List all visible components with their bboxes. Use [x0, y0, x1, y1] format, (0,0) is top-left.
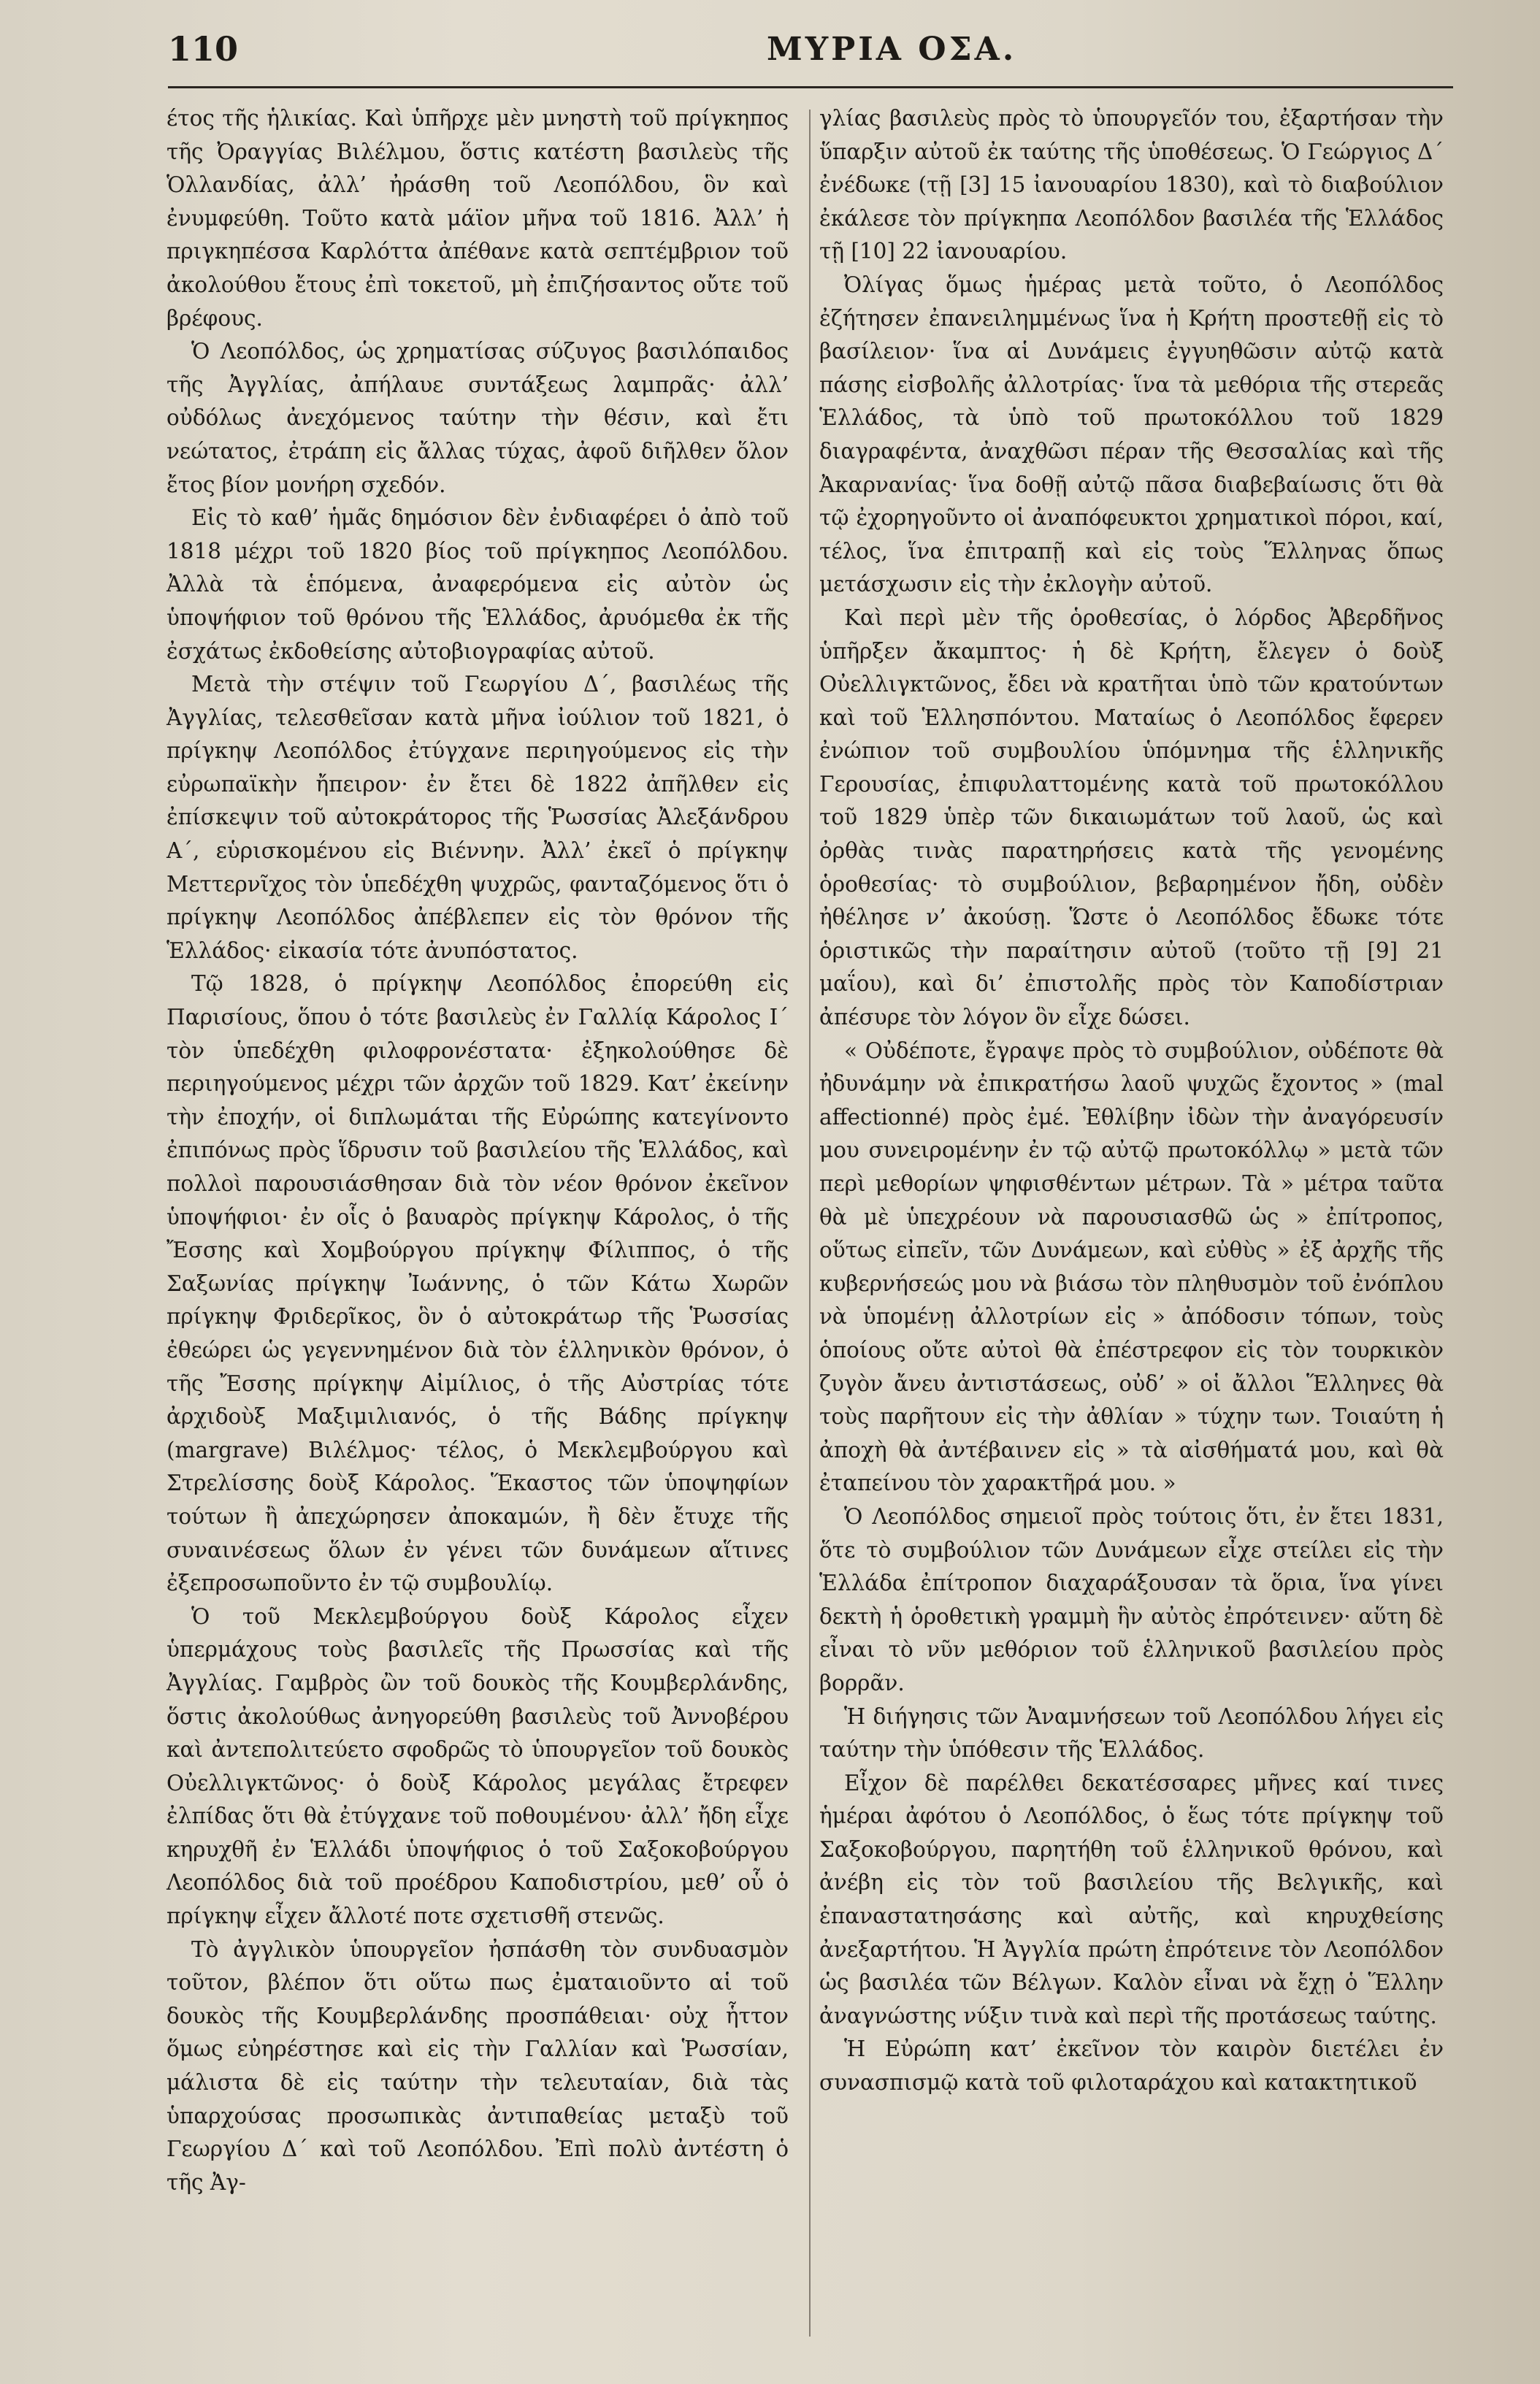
paragraph: Ἡ Εὐρώπη κατ’ ἐκεῖνον τὸν καιρὸν διετέλει ἐν συνασπισμῷ κατὰ τοῦ φιλοταράχου καὶ κατακτητικοῦ: [819, 2036, 1444, 2096]
paragraph: Ὀλίγας ὅμως ἡμέρας μετὰ τοῦτο, ὁ Λεοπόλδος ἐζήτησεν ἐπανειλημμένως ἵνα ἡ Κρήτη προστεθῇ εἰς τὸ βασίλειον· ἵνα αἱ Δυνάμεις ἐγγυηθῶσιν αὐτῷ κατὰ πάσης εἰσβολῆς ἀλλοτρίας· ἵνα τὰ μεθόρια τῆς στερεᾶς Ἑλλάδος, τὰ ὑπὸ τοῦ πρωτοκόλλου τοῦ 1829 διαγραφέντα, ἀναχθῶσι πέραν τῆς Θεσσαλίας καὶ τῆς Ἀκαρνανίας· ἵνα δοθῇ αὐτῷ πᾶσα διαβεβαίωσις ὅτι θὰ τῷ ἐχορηγοῦντο οἱ ἀναπόφευκτοι χρηματικοὶ πόροι, καί, τέλος, ἵνα ἐπιτραπῇ καὶ εἰς τοὺς Ἕλληνας ὅπως μετάσχωσιν εἰς τὴν ἐκλογὴν αὐτοῦ.: [819, 272, 1444, 597]
paragraph: έτος τῆς ἡλικίας. Καὶ ὑπῆρχε μὲν μνηστὴ τοῦ πρίγκηπος τῆς Ὀραγγίας Βιλέλμου, ὅστις κατέστη βασιλεὺς τῆς Ὁλλανδίας, ἀλλ’ ἠράσθη τοῦ Λεοπόλδου, ὃν καὶ ἐνυμφεύθη. Τοῦτο κατὰ μάϊον μῆνα τοῦ 1816. Ἀλλ’ ἡ πριγκηπέσσα Καρλόττα ἀπέθανε κατὰ σεπτέμβριον τοῦ ἀκολούθου ἔτους ἐπὶ τοκετοῦ, μὴ ἐπιζήσαντος οὔτε τοῦ βρέφους.: [166, 106, 789, 331]
paragraph: Ἡ διήγησις τῶν Ἀναμνήσεων τοῦ Λεοπόλδου λήγει εἰς ταύτην τὴν ὑπόθεσιν τῆς Ἑλλάδος.: [819, 1703, 1444, 1763]
paragraph: Ὁ τοῦ Μεκλεμβούργου δοὺξ Κάρολος εἶχεν ὑπερμάχους τοὺς βασιλεῖς τῆς Πρωσσίας καὶ τῆς Ἀγγλίας. Γαμβρὸς ὢν τοῦ δουκὸς τῆς Κουμβερλάνδης, ὅστις ἀκολούθως ἀνηγορεύθη βασιλεὺς τοῦ Ἀννοβέρου καὶ ἀντεπολιτεύετο σφοδρῶς τὸ ὑπουργεῖον τοῦ δουκὸς Οὐελλιγκτῶνος· ὁ δοὺξ Κάρολος μεγάλας ἔτρεφεν ἐλπίδας ὅτι θὰ ἐτύγχανε τοῦ ποθουμένου· ἀλλ’ ἤδη εἶχε κηρυχθῆ ἐν Ἑλλάδι ὑποψήφιος ὁ τοῦ Σαξοκοβούργου Λεοπόλδος διὰ τοῦ προέδρου Καποδιστρίου, μεθ’ οὗ ὁ πρίγκηψ εἶχεν ἄλλοτέ ποτε σχετισθῆ στενῶς.: [166, 1603, 789, 1929]
paragraph: Εἰς τὸ καθ’ ἡμᾶς δημόσιον δὲν ἐνδιαφέρει ὁ ἀπὸ τοῦ 1818 μέχρι τοῦ 1820 βίος τοῦ πρίγκηπος Λεοπόλδου. Ἀλλὰ τὰ ἑπόμενα, ἀναφερόμενα εἰς αὐτὸν ὡς ὑποψήφιον τοῦ θρόνου τῆς Ἑλλάδος, ἀρυόμεθα ἐκ τῆς ἐσχάτως ἐκδοθείσης αὐτοβιογραφίας αὐτοῦ.: [166, 505, 789, 664]
header-rule: [168, 86, 1453, 88]
paragraph: γλίας βασιλεὺς πρὸς τὸ ὑπουργεῖόν του, ἐξαρτήσαν τὴν ὕπαρξιν αὐτοῦ ἐκ ταύτης τῆς ὑποθέσεως. Ὁ Γεώργιος Δ΄ ἐνέδωκε (τῇ [3] 15 ἰανουαρίου 1830), καὶ τὸ διαβούλιον ἐκάλεσε τὸν πρίγκηπα Λεοπόλδον βασιλέα τῆς Ἑλλάδος τῇ [10] 22 ἰανουαρίου.: [819, 106, 1444, 264]
paragraph: Μετὰ τὴν στέψιν τοῦ Γεωργίου Δ΄, βασιλέως τῆς Ἀγγλίας, τελεσθεῖσαν κατὰ μῆνα ἰούλιον τοῦ 1821, ὁ πρίγκηψ Λεοπόλδος ἐτύγχανε περιηγούμενος εἰς τὴν εὐρωπαϊκὴν ἤπειρον· ἐν ἔτει δὲ 1822 ἀπῆλθεν εἰς ἐπίσκεψιν τοῦ αὐτοκράτορος τῆς Ῥωσσίας Ἀλεξάνδρου Α΄, εὑρισκομένου εἰς Βιέννην. Ἀλλ’ ἐκεῖ ὁ πρίγκηψ Μεττερνῖχος τὸν ὑπεδέχθη ψυχρῶς, φανταζόμενος ὅτι ὁ πρίγκηψ Λεοπόλδος ἀπέβλεπεν εἰς τὸν θρόνον τῆς Ἑλλάδος· εἰκασία τότε ἀνυπόστατος.: [166, 672, 789, 963]
column-divider: [809, 110, 811, 2337]
paragraph: « Οὐδέποτε, ἔγραψε πρὸς τὸ συμβούλιον, οὐδέποτε θὰ ἠδυνάμην νὰ ἐπικρατήσω λαοῦ ψυχῶς ἔχοντος » (mal affectionné) πρὸς ἐμέ. Ἐθλίβην ἰδὼν τὴν ἀναγόρευσίν μου συνειρομένην ἐν τῷ αὐτῷ πρωτοκόλλῳ » μετὰ τῶν περὶ μεθορίων ψηφισθέντων μέτρων. Τὰ » μέτρα ταῦτα θὰ μὲ ὑπεχρέουν νὰ παρουσιασθῶ ὡς » ἐπίτροπος, οὕτως εἰπεῖν, τῶν Δυνάμεων, καὶ εὐθὺς » ἐξ ἀρχῆς τῆς κυβερνήσεώς μου νὰ βιάσω τὸν πληθυσμὸν τοῦ ἐνόπλου νὰ ὑπομένῃ ἀλλοτρίων εἰς » ἀπόδοσιν τόπων, τοὺς ὁποίους οὔτε αὐτοὶ θὰ ἐπέστρεφον εἰς τὸν τουρκικὸν ζυγὸν ἄνευ ἀντιστάσεως, οὐδ’ » οἱ ἄλλοι Ἕλληνες θὰ τοὺς παρῆτουν εἰς τὴν ἀθλίαν » τύχην των. Τοιαύτη ἡ ἀποχὴ θὰ ἀντέβαινεν εἰς » τὰ αἰσθήματά μου, καὶ θὰ ἐταπείνου τὸν χαρακτῆρά μου. »: [819, 1038, 1444, 1496]
paragraph: Ὁ Λεοπόλδος, ὡς χρηματίσας σύζυγος βασιλόπαιδος τῆς Ἀγγλίας, ἀπήλαυε συντάξεως λαμπρᾶς· ἀλλ’ οὐδόλως ἀνεχόμενος ταύτην τὴν θέσιν, καὶ ἔτι νεώτατος, ἐτράπη εἰς ἄλλας τύχας, ἀφοῦ διῆλθεν ὅλον ἔτος βίον μονήρη σχεδόν.: [166, 339, 789, 497]
running-title: ΜΥΡΙΑ ΟΣΑ.: [767, 31, 1017, 68]
paragraph: Τῷ 1828, ὁ πρίγκηψ Λεοπόλδος ἐπορεύθη εἰς Παρισίους, ὅπου ὁ τότε βασιλεὺς ἐν Γαλλίᾳ Κάρολος Ι΄ τὸν ὑπεδέχθη φιλοφρονέστατα· ἐξηκολούθησε δὲ περιηγούμενος μέχρι τῶν ἀρχῶν τοῦ 1829. Κατ’ ἐκείνην τὴν ἐποχήν, οἱ διπλωμάται τῆς Εὐρώπης κατεγίνοντο ἐπιπόνως πρὸς ἵδρυσιν τοῦ βασιλείου τῆς Ἑλλάδος, καὶ πολλοὶ παρουσιάσθησαν διὰ τὸν νέον θρόνον ἐκεῖνον ὑποψήφιοι· ἐν οἷς ὁ βαυαρὸς πρίγκηψ Κάρολος, ὁ τῆς Ἔσσης καὶ Χομβούργου πρίγκηψ Φίλιππος, ὁ τῆς Σαξωνίας πρίγκηψ Ἰωάννης, ὁ τῶν Κάτω Χωρῶν πρίγκηψ Φριδερῖκος, ὃν ὁ αὐτοκράτωρ τῆς Ῥωσσίας ἐθεώρει ὡς γεγεννημένον διὰ τὸν ἑλληνικὸν θρόνον, ὁ τῆς Ἔσσης πρίγκηψ Αἰμίλιος, ὁ τῆς Αὐστρίας τότε ἀρχιδοὺξ Μαξιμιλιανός, ὁ τῆς Βάδης πρίγκηψ (margrave) Βιλέλμος· τέλος, ὁ Μεκλεμβούργου καὶ Στρελίσσης δοὺξ Κάρολος. Ἕκαστος τῶν ὑποψηφίων τούτων ἢ ἀπεχώρησεν ἀποκαμών, ἢ δὲν ἔτυχε τῆς συναινέσεως ὅλων ἐν γένει τῶν δυνάμεων αἵτινες ἐξεπροσωποῦντο ἐν τῷ συμβουλίῳ.: [166, 971, 789, 1596]
right-column: [819, 102, 1444, 2100]
paragraph: Εἶχον δὲ παρέλθει δεκατέσσαρες μῆνες καί τινες ἡμέραι ἀφότου ὁ Λεοπόλδος, ὁ ἕως τότε πρίγκηψ τοῦ Σαξοκοβούργου, παρητήθη τοῦ ἑλληνικοῦ θρόνου, καὶ ἀνέβη εἰς τὸν τοῦ βασιλείου τῆς Βελγικῆς, καὶ ἐπαναστατησάσης καὶ αὐτῆς, καὶ κηρυχθείσης ἀνεξαρτήτου. Ἡ Ἀγγλία πρώτη ἐπρότεινε τὸν Λεοπόλδον ὡς βασιλέα τῶν Βέλγων. Καλὸν εἶναι νὰ ἔχῃ ὁ Ἕλλην ἀναγνώστης νύξιν τινὰ καὶ περὶ τῆς προτάσεως ταύτης.: [819, 1770, 1444, 2028]
page-header: [168, 29, 1439, 73]
paragraph: Ὁ Λεοπόλδος σημειοῖ πρὸς τούτοις ὅτι, ἐν ἔτει 1831, ὅτε τὸ συμβούλιον τῶν Δυνάμεων εἶχε στείλει εἰς τὴν Ἑλλάδα ἐπίτροπον διαχαράξουσαν τὰ ὅρια, ἵνα γίνει δεκτὴ ἡ ὁροθετικὴ γραμμὴ ἣν αὐτὸς ἐπρότεινεν· αὕτη δὲ εἶναι τὸ νῦν μεθόριον τοῦ ἑλληνικοῦ βασιλείου πρὸς βορρᾶν.: [819, 1503, 1444, 1695]
paragraph: Καὶ περὶ μὲν τῆς ὁροθεσίας, ὁ λόρδος Ἀβερδῆνος ὑπῆρξεν ἄκαμπτος· ἡ δὲ Κρήτη, ἔλεγεν ὁ δοὺξ Οὐελλιγκτῶνος, ἔδει νὰ κρατῆται ὑπὸ τῶν κρατούντων καὶ τοῦ Ἑλλησπόντου. Ματαίως ὁ Λεοπόλδος ἔφερεν ἐνώπιον τοῦ συμβουλίου ὑπόμνημα τῆς ἑλληνικῆς Γερουσίας, ἐπιφυλαττομένης κατὰ τοῦ πρωτοκόλλου τοῦ 1829 ὑπὲρ τῶν δικαιωμάτων τοῦ λαοῦ, ὡς καὶ ὀρθὰς τινὰς παρατηρήσεις κατὰ τῆς γενομένης ὁροθεσίας· τὸ συμβούλιον, βεβαρημένον ἤδη, οὐδὲν ἠθέλησε ν’ ἀκούσῃ. Ὥστε ὁ Λεοπόλδος ἔδωκε τότε ὁριστικῶς τὴν παραίτησιν αὐτοῦ (τοῦτο τῇ [9] 21 μαΐου), καὶ δι’ ἐπιστολῆς πρὸς τὸν Καποδίστριαν ἀπέσυρε τὸν λόγον ὃν εἶχε δώσει.: [819, 605, 1444, 1030]
paragraph: Τὸ ἀγγλικὸν ὑπουργεῖον ἠσπάσθη τὸν συνδυασμὸν τοῦτον, βλέπον ὅτι οὕτω πως ἐματαιοῦντο αἱ τοῦ δουκὸς τῆς Κουμβερλάνδης προσπάθειαι· οὐχ ἧττον ὅμως εὐηρέστησε καὶ εἰς τὴν Γαλλίαν καὶ Ῥωσσίαν, μάλιστα δὲ εἰς ταύτην τὴν τελευταίαν, διὰ τὰς ὑπαρχούσας προσωπικὰς ἀντιπαθείας μεταξὺ τοῦ Γεωργίου Δ΄ καὶ τοῦ Λεοπόλδου. Ἐπὶ πολὺ ἀντέστη ὁ τῆς Ἀγ-: [166, 1936, 789, 2195]
left-column: [166, 102, 789, 2199]
page-number: 110: [168, 29, 239, 69]
